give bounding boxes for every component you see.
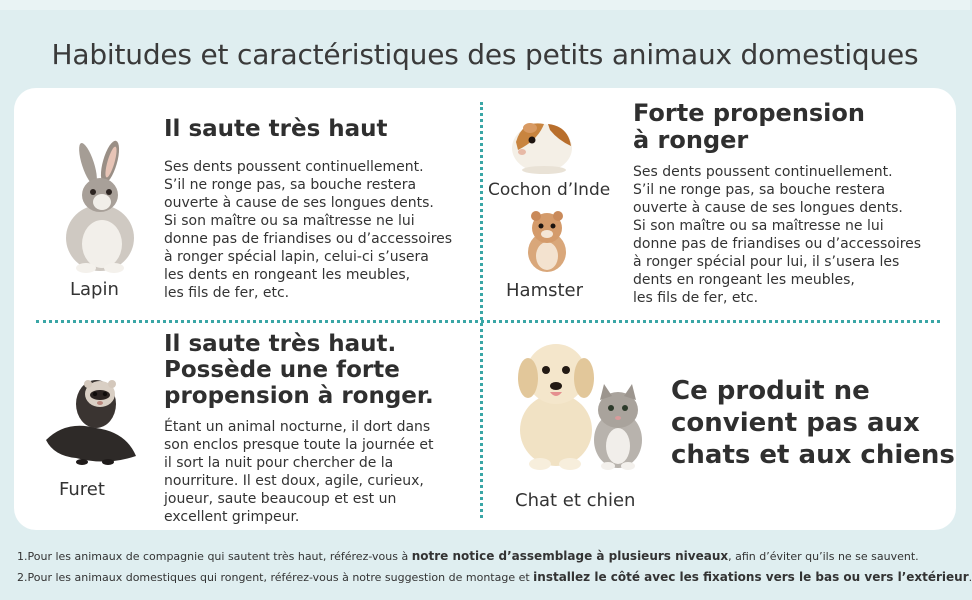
body-line: les fils de fer, etc. <box>164 285 290 301</box>
heading-line: chats et aux chiens <box>671 440 955 470</box>
footer-text: 1.Pour les animaux de compagnie qui sautent très haut, référez-vous à <box>17 550 412 563</box>
heading-lapin: Il saute très haut <box>164 116 388 142</box>
page-title: Habitudes et caractéristiques des petits animaux domestiques <box>51 38 919 71</box>
body-line: les fils de fer, etc. <box>633 290 759 306</box>
horizontal-divider <box>36 320 940 323</box>
dog-and-cat-illustration <box>506 334 656 472</box>
body-line: donne pas de friandises ou d’accessoires <box>164 231 453 247</box>
body-line: donne pas de friandises ou d’accessoires <box>633 236 922 252</box>
label-lapin: Lapin <box>70 279 119 300</box>
heading-line: Il saute très haut. <box>164 331 397 357</box>
hamster-illustration <box>524 208 570 274</box>
body-line: dents en rongeant les meubles, <box>633 272 855 288</box>
label-chat-chien: Chat et chien <box>515 490 636 511</box>
body-line: nourriture. Il est doux, agile, curieux, <box>164 473 424 489</box>
body-line: S’il ne ronge pas, sa bouche restera <box>164 177 417 193</box>
heading-rongeurs <box>633 100 865 154</box>
body-line: Si son maître ou sa maîtresse ne lui <box>633 218 884 234</box>
body-line: Ses dents poussent continuellement. <box>633 164 893 180</box>
body-line: S’il ne ronge pas, sa bouche restera <box>633 182 886 198</box>
heading-furet <box>164 331 434 409</box>
heading-line: Possède une forte <box>164 357 400 383</box>
footer-text: , afin d’éviter qu’ils ne se sauvent. <box>728 550 919 563</box>
ferret-illustration <box>36 370 146 470</box>
body-line: les dents en rongeant les meubles, <box>164 267 411 283</box>
footer-text: 2.Pour les animaux domestiques qui rongent, référez-vous à notre suggestion de montage et <box>17 571 534 584</box>
body-line: joueur, saute beaucoup et est un <box>164 491 397 507</box>
vertical-divider <box>480 102 483 518</box>
label-cochon-inde: Cochon d’Inde <box>488 180 611 200</box>
footer-text: . <box>968 571 972 584</box>
body-line: Si son maître ou sa maîtresse ne lui <box>164 213 415 229</box>
body-rongeurs <box>633 163 921 307</box>
body-line: ouverte à cause de ses longues dents. <box>633 200 903 216</box>
footer-note-1 <box>17 549 919 563</box>
body-line: Étant un animal nocturne, il dort dans <box>164 419 431 435</box>
heading-line: à ronger <box>633 126 749 154</box>
top-strip <box>0 0 970 10</box>
body-line: excellent grimpeur. <box>164 509 300 525</box>
footer-emphasis: installez le côté avec les fixations vers le bas ou vers l’extérieur <box>533 570 969 584</box>
body-line: Ses dents poussent continuellement. <box>164 159 424 175</box>
rabbit-illustration <box>56 140 146 275</box>
body-line: il sort la nuit pour chercher de la <box>164 455 394 471</box>
body-line: son enclos presque toute la journée et <box>164 437 434 453</box>
label-hamster: Hamster <box>506 280 584 301</box>
footer-emphasis: notre notice d’assemblage à plusieurs niveaux <box>411 549 729 563</box>
footer-note-2 <box>17 570 972 584</box>
heading-chat-chien <box>671 375 955 471</box>
body-line: ouverte à cause de ses longues dents. <box>164 195 434 211</box>
body-furet <box>164 418 434 526</box>
guinea-pig-illustration <box>508 110 576 178</box>
label-furet: Furet <box>59 479 105 500</box>
heading-line: Forte propension <box>633 99 865 127</box>
heading-line: propension à ronger. <box>164 383 434 409</box>
body-line: à ronger spécial lapin, celui-ci s’usera <box>164 249 429 265</box>
heading-line: convient pas aux <box>671 408 920 438</box>
heading-line: Ce produit ne <box>671 376 870 406</box>
body-lapin <box>164 158 452 302</box>
info-card <box>14 88 956 530</box>
body-line: à ronger spécial pour lui, il s’usera les <box>633 254 900 270</box>
